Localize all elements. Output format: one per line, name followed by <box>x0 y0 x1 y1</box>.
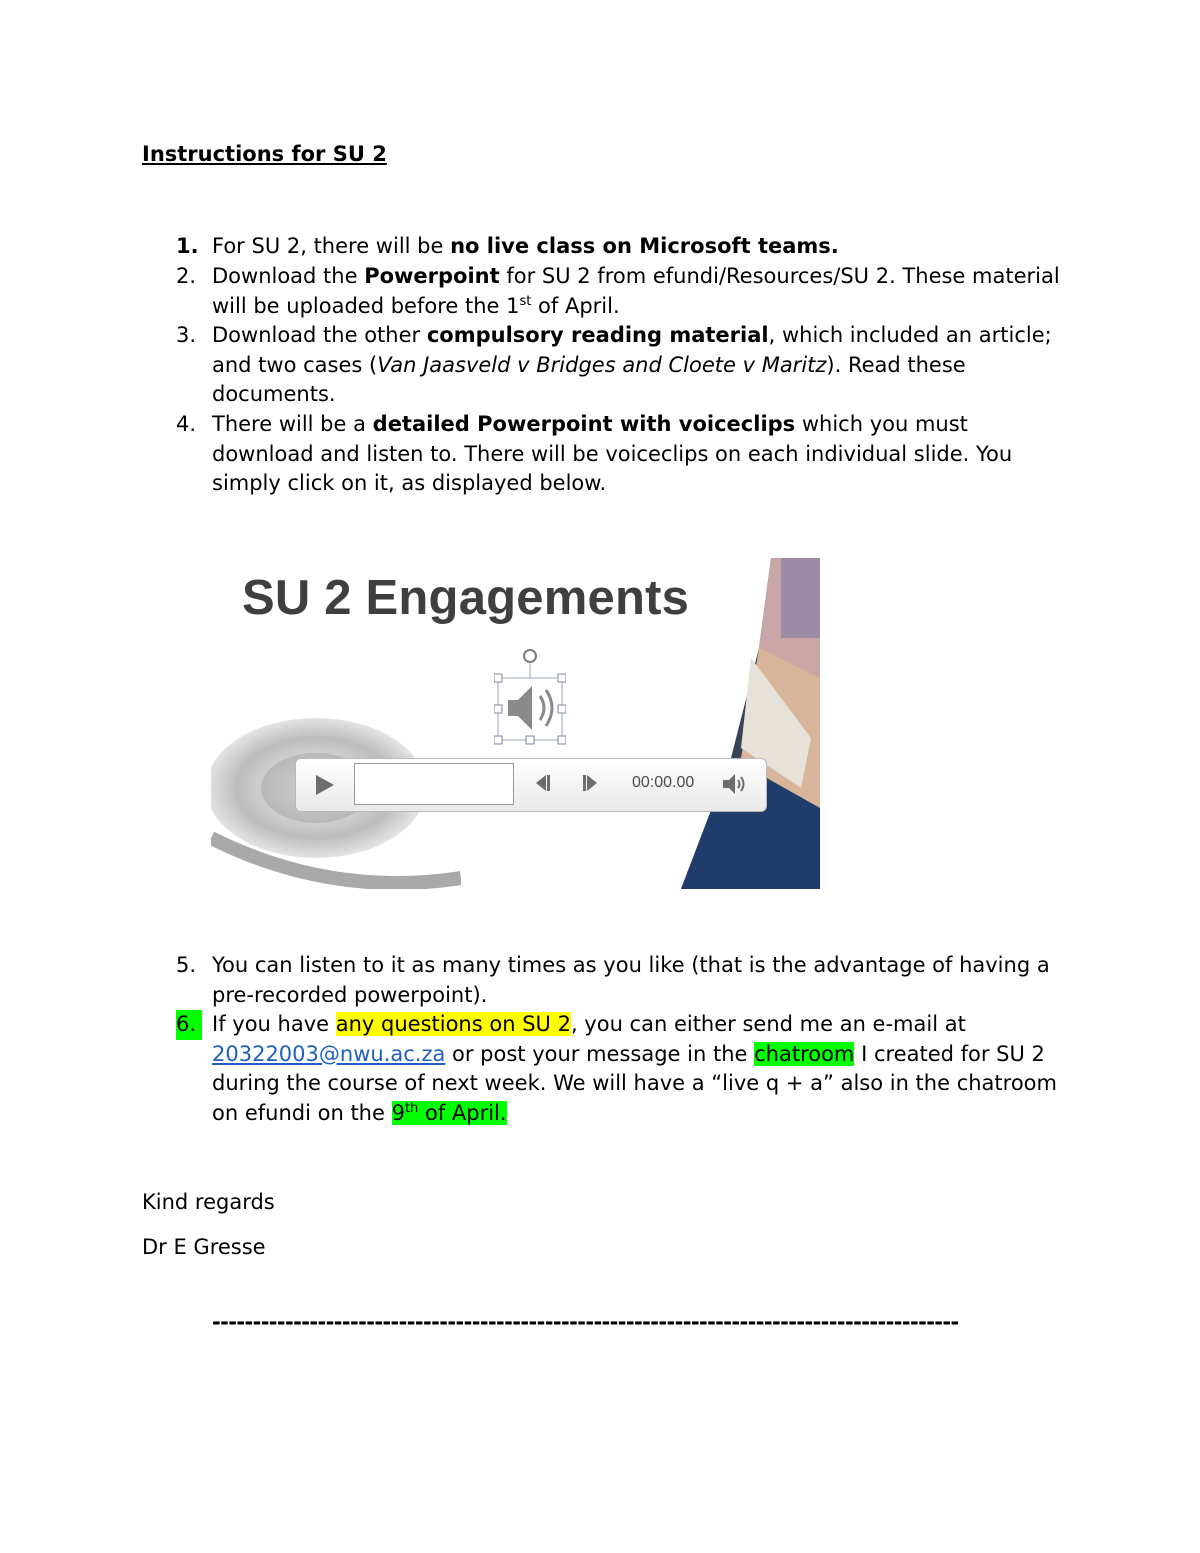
skip-back-icon[interactable] <box>534 775 552 791</box>
item-text: , which included an article; and two cases ( <box>212 323 1052 377</box>
highlighted-text: any questions on SU 2 <box>335 1012 571 1036</box>
item-bold-text: no live class on Microsoft teams. <box>450 234 839 258</box>
volume-icon[interactable] <box>721 772 747 796</box>
play-icon[interactable] <box>314 773 336 797</box>
superscript: st <box>519 293 532 309</box>
item-text: or post your message in the <box>445 1041 755 1066</box>
list-number: 5. <box>176 953 197 977</box>
item-bold-text: compulsory reading material <box>426 323 769 347</box>
superscript: th <box>404 1101 419 1117</box>
date-number: 9 <box>391 1101 405 1126</box>
list-item-3 <box>176 321 1072 410</box>
item-text: which you must download and listen to. There will be voiceclips on each individual slide. You simply click on it, as displayed below. <box>212 412 1013 496</box>
item-text: , you can either send me an e-mail at <box>570 1012 966 1036</box>
signature-name: Dr E Gresse <box>142 1235 266 1259</box>
item-text: I created for SU 2 during the course of next week. We will have a “live q + a” also in the chatroom on efundi on the <box>212 1041 1057 1126</box>
list-item-2 <box>176 262 1072 321</box>
skip-forward-icon[interactable] <box>581 775 599 791</box>
list-number: 6. <box>176 1010 202 1040</box>
list-number: 4. <box>176 412 197 436</box>
list-item-5 <box>176 951 1072 1010</box>
highlighted-text: chatroom <box>754 1041 855 1066</box>
slide-preview-image <box>211 558 820 889</box>
audio-player <box>295 758 767 812</box>
page-title: Instructions for SU 2 <box>142 142 387 166</box>
item-bold-text: detailed Powerpoint with voiceclips <box>372 412 796 436</box>
item-text: of April. <box>531 293 620 318</box>
list-number: 1. <box>176 234 199 258</box>
slide-title: SU 2 Engagements <box>242 571 690 625</box>
case-names: Van Jaasveld v Bridges and Cloete v Maritz <box>377 352 827 377</box>
playback-time: 00:00.00 <box>632 774 695 791</box>
seek-bar[interactable] <box>354 763 514 805</box>
item-text: ). Read these documents. <box>212 352 966 407</box>
list-item-1 <box>176 232 1072 262</box>
separator-line: -------------------------------------------------------------------------------------------- <box>212 1310 959 1334</box>
list-item-4 <box>176 410 1072 499</box>
speaker-icon[interactable] <box>494 648 566 758</box>
date-text: of April. <box>418 1101 507 1126</box>
item-text: There will be a <box>212 412 373 436</box>
item-text: Download the <box>212 264 365 288</box>
item-text: If you have <box>212 1012 336 1036</box>
closing-regards: Kind regards <box>142 1190 275 1214</box>
item-bold-text: Powerpoint <box>364 264 500 288</box>
item-text: You can listen to it as many times as you like (that is the advantage of having a pre-recorded powerpoint). <box>212 953 1050 1007</box>
list-number: 3. <box>176 323 197 347</box>
highlighted-date <box>392 1101 507 1125</box>
item-text: Download the other <box>212 323 427 347</box>
list-item-6 <box>176 1010 1072 1129</box>
item-text: For SU 2, there will be <box>212 234 451 258</box>
list-number: 2. <box>176 264 197 288</box>
email-link[interactable]: 20322003@nwu.ac.za <box>212 1041 446 1066</box>
item-text: for SU 2 from efundi/Resources/SU 2. These material will be uploaded before the 1 <box>212 264 1060 318</box>
